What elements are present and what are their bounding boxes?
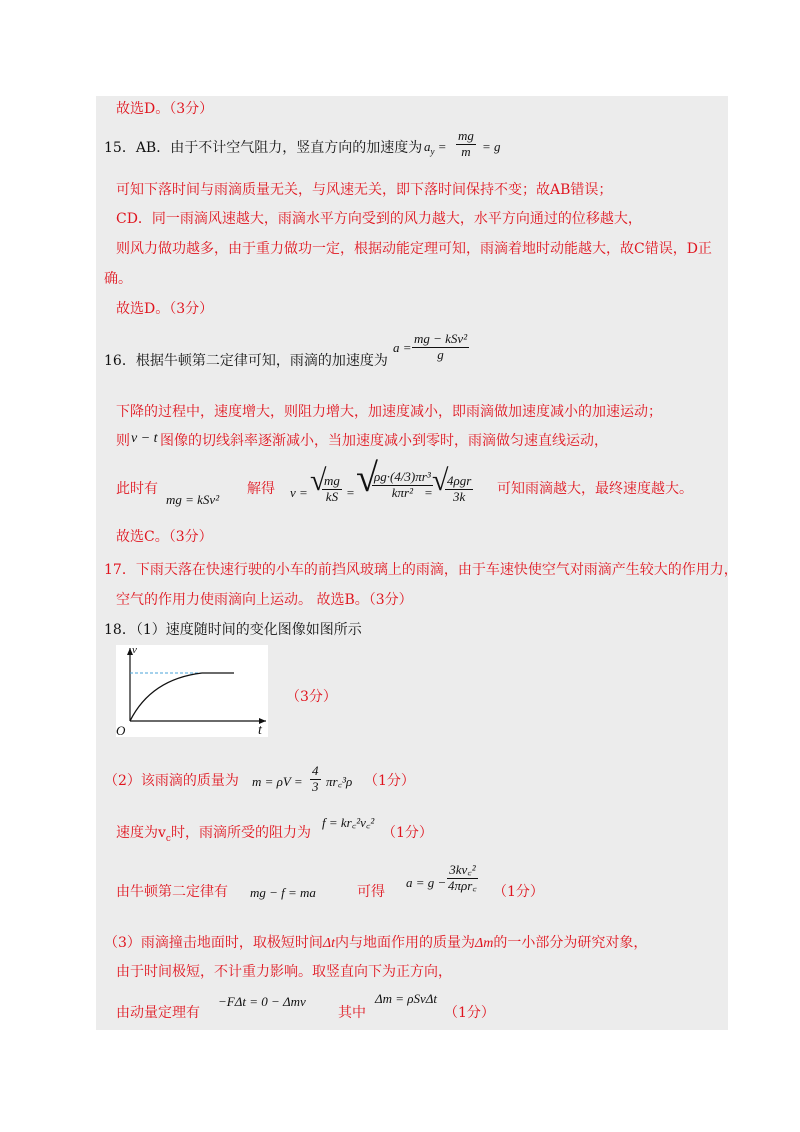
origin-label: O: [116, 723, 126, 738]
formula-ay: $a_y$ =: [424, 139, 447, 157]
formula-delta-m: Δm = ρSvΔt: [375, 991, 438, 1006]
formula-a-lhs: a =: [393, 340, 412, 355]
formula-ay-rhs: = g: [482, 139, 501, 154]
answer-line: 17．下雨天落在快速行驶的小车的前挡风玻璃上的雨滴，由于车速快使空气对雨滴产生较大的作用力，: [104, 562, 738, 578]
formula-v-lhs: v =: [290, 485, 308, 500]
velocity-curve: [130, 673, 234, 721]
answer-line: 则风力做功越多，由于重力做功一定，根据动能定理可知，雨滴着地时动能越大，故C错误，D正: [116, 241, 712, 257]
answer-line: 由于时间极短，不计重力影响。取竖直向下为正方向，: [116, 964, 452, 980]
formula-mass-lhs: m = ρV =: [252, 774, 303, 789]
question-18-text: 18．（1）速度随时间的变化图像如图所示: [104, 622, 362, 638]
formula-v-sqrt2: ρg·(4/3)πr³ kπr²: [374, 469, 431, 500]
sqrt-icon: √: [432, 464, 449, 497]
answer-line: （3）雨滴撞击地面时，取极短时间Δt内与地面作用的质量为Δm的一小部分为研究对象，: [104, 935, 648, 951]
answer-line: 图像的切线斜率逐渐减小，当加速度减小到零时，雨滴做匀速直线运动，: [160, 433, 608, 449]
answer-line: （1分）: [364, 773, 415, 789]
answer-line: CD．同一雨滴风速越大，雨滴水平方向受到的风力越大，水平方向通过的位移越大，: [116, 211, 642, 227]
answer-line: 确。: [104, 271, 132, 287]
answer-line: 空气的作用力使雨滴向上运动。 故选B。（3分）: [116, 592, 413, 608]
answer-line: 此时有: [116, 481, 158, 497]
answer-line: 解得: [247, 481, 275, 497]
formula-balance: mg = kSv²: [166, 492, 220, 507]
answer-line: 可得: [357, 884, 385, 900]
answer-line: 速度为$v_c$时，雨滴所受的阻力为: [116, 825, 311, 844]
formula-vt: v − t: [131, 431, 158, 446]
formula-drag: f = kr꜀²v꜀²: [322, 815, 375, 830]
formula-ay-fraction: $\frac{mg}{m}$: [458, 128, 474, 159]
formula-mass-fraction: $\frac{4}{3}$: [312, 763, 319, 794]
answer-line: （2）该雨滴的质量为: [104, 773, 239, 789]
sqrt-icon: √: [310, 464, 327, 497]
answer-line: 故选D。（3分）: [116, 301, 214, 317]
answer-line: （3分）: [286, 689, 337, 705]
question-16-text: 16．根据牛顿第二定律可知，雨滴的加速度为: [104, 353, 388, 369]
answer-line: （1分）: [382, 825, 433, 841]
answer-line: 由动量定理有: [116, 1005, 200, 1021]
answer-line: 可知雨滴越大，最终速度越大。: [497, 481, 693, 497]
velocity-time-graph: [116, 645, 268, 737]
answer-line: 下降的过程中，速度增大，则阻力增大，加速度减小，即雨滴做加速度减小的加速运动；: [116, 404, 662, 420]
axis-label-t: t: [258, 723, 262, 738]
axis-label-v: v: [132, 644, 137, 656]
answer-line: 其中: [338, 1005, 366, 1021]
answer-line: （1分）: [493, 884, 544, 900]
answer-line: 可知下落时间与雨滴质量无关，与风速无关，即下落时间保持不变；故AB错误；: [116, 182, 613, 198]
formula-accel-fraction: 3kv꜀² 4πρr꜀: [448, 862, 477, 893]
formula-a-fraction: mg − kSv² g: [414, 331, 468, 362]
formula-v-sqrt3: 4ρgr 3k: [447, 473, 472, 504]
formula-v-sqrt1: $\frac{mg}{kS}$: [324, 473, 340, 504]
question-15-text: 15．AB．由于不计空气阻力，竖直方向的加速度为: [104, 140, 423, 156]
formula-momentum: −FΔt = 0 − Δmv: [218, 994, 306, 1009]
equals-sign: =: [424, 485, 433, 500]
sqrt-icon: √: [356, 455, 378, 500]
answer-line: 故选C。（3分）: [116, 529, 213, 545]
formula-newton: mg − f = ma: [250, 885, 316, 900]
formula-accel-lhs: a = g −: [406, 875, 447, 890]
answer-line: 则: [116, 433, 130, 449]
answer-line: 由牛顿第二定律有: [116, 884, 228, 900]
answer-line: 故选D。（3分）: [116, 101, 214, 117]
equals-sign: =: [346, 485, 355, 500]
answer-line: （1分）: [444, 1005, 495, 1021]
formula-mass-rhs: πr꜀³ρ: [326, 774, 353, 789]
